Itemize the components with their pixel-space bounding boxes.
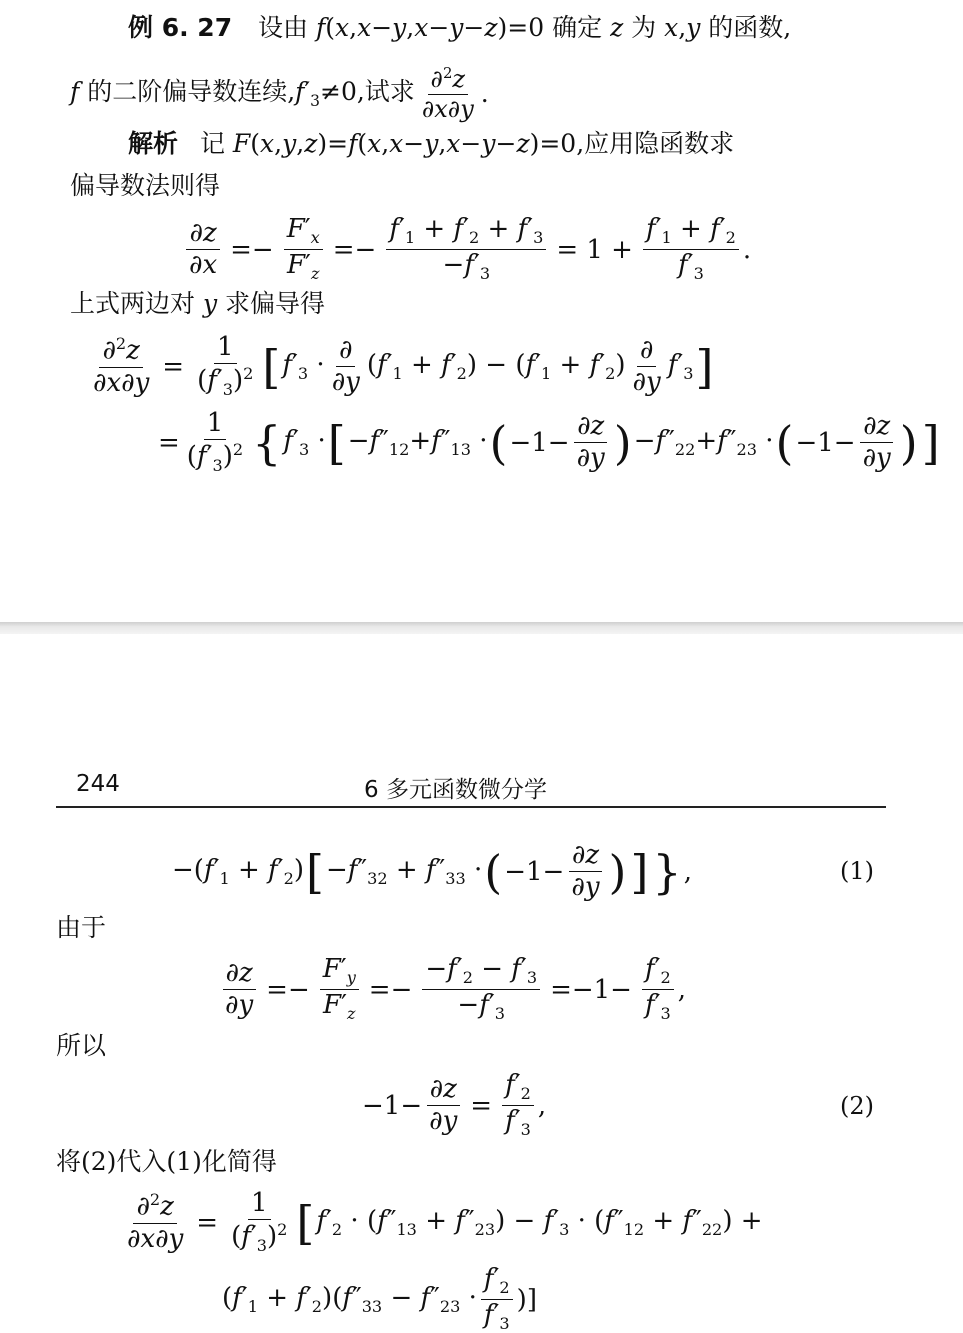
example-label: 例 6. 27 (128, 13, 233, 42)
equation-result-2: $(f'_1 + f'_2)(f''_{33} - f''_{23}$ · $\frac{f'_2}{f'_3}$ )] (222, 1264, 537, 1333)
equation-second-derivative-2: = $\frac{1}{(f'_3)^2}$ { $f'_3$ · [ $-f''_{12}+f''_{13}$ · ( −1− $\frac{\partial z}{\partial y}$ ) $-f''_{22}+f''_{23}$ · ( −1− $\frac{\partial z}{\partial y}$ ) ] (158, 408, 940, 476)
page-separator (0, 622, 963, 634)
text-youyu: 由于 (56, 913, 107, 942)
equation-number-1: (1) (840, 857, 874, 885)
text-partial-y: 上式两边对 y 求偏导得 (70, 289, 326, 318)
equation-result-1: $\frac{\partial^2z}{\partial x\partial y}$ = $\frac{1}{(f'_3)^2}$ [ $f'_2 \cdot (f''_{13} + f''_{23}) - f'_3 \cdot (f''_{12} + f''_{22})$ + (127, 1188, 763, 1256)
header-rule (56, 806, 886, 808)
equation-continuation: $-(f'_1 + f'_2)$ [ $-f''_{32} + f''_{33}$ · ( −1− $\frac{\partial z}{\partial y}$ ) ] } , (172, 840, 692, 903)
chapter-title: 6 多元函数微分学 (364, 777, 547, 803)
page-top (0, 0, 963, 622)
solution-label: 解析 (128, 129, 179, 158)
text-substitute: 将(2)代入(1)化简得 (56, 1147, 277, 1176)
equation-number-2: (2) (840, 1092, 874, 1120)
equation-relation: −1− $\frac{\partial z}{\partial y}$ = $\frac{f'_2}{f'_3}$ , (362, 1070, 547, 1140)
equation-dz-dy: $\frac{\partial z}{\partial y}$ =− $\frac{F'_y}{F'_z}$ =− $\frac{-f'_2 - f'_3}{-f'_3}$ =−1− $\frac{f'_2}{f'_3}$ , (218, 956, 686, 1023)
equation-dz-dx: $\frac{\partial z}{\partial x}$ =− $\frac{F'_x}{F'_z}$ =− $\frac{f'_1 + f'_2 + f'_3}{-f'_3}$ = 1 + $\frac{f'_1 + f'_2}{f'_3}$ . (182, 216, 751, 283)
problem-line-1: 例 6. 27 设由 f(x,x−y,x−y−z)=0 确定 z 为 x,y 的函数, (128, 13, 792, 42)
solution-line-1: 解析 记 F(x,y,z)=f(x,x−y,x−y−z)=0,应用隐函数求 (128, 129, 735, 158)
solution-line-2: 偏导数法则得 (70, 171, 221, 200)
text-suoyi: 所以 (56, 1031, 107, 1060)
problem-line-2: f 的二阶偏导数连续$,f'_3\ne 0$,试求 $\frac{\partial^2z}{\partial x\partial y}$ . (70, 64, 489, 124)
page-number: 244 (76, 771, 120, 797)
equation-second-derivative-1: $\frac{\partial^2z}{\partial x\partial y}$ = $\frac{1}{(f'_3)^2}$ [ $f'_3$ · $\frac{\partial}{\partial y}$ $(f'_1 + f'_2) - (f'_1 + f'_2)$ $\frac{\partial}{\partial y}$ $f'_3$ ] (93, 332, 714, 400)
